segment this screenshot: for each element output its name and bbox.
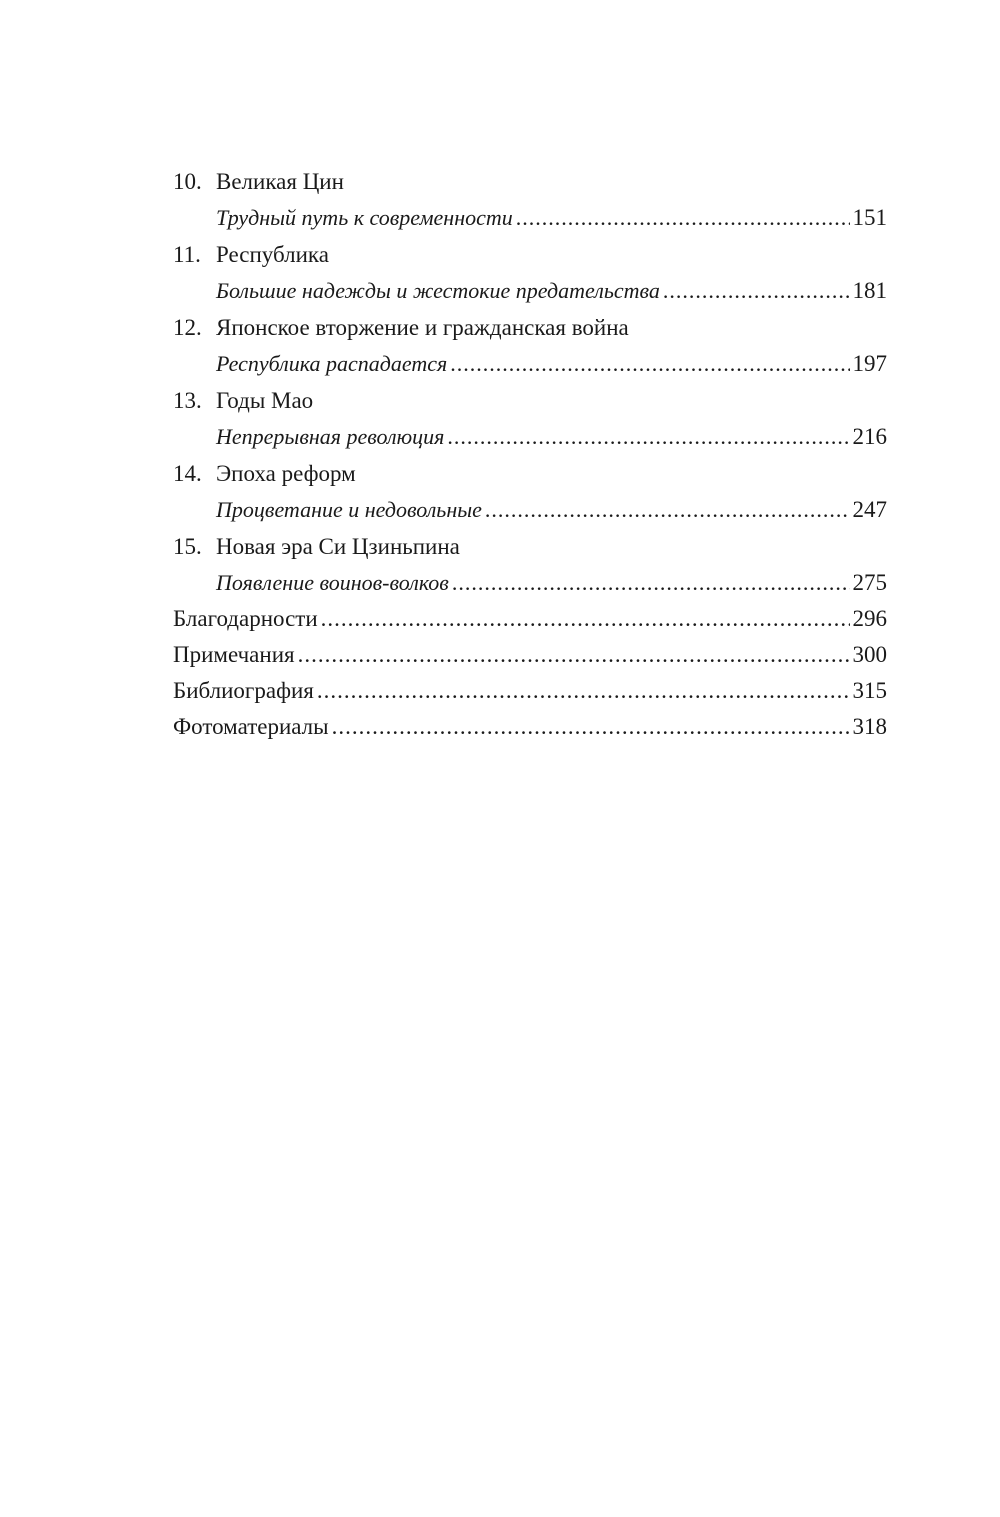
chapter-number: 14.: [173, 460, 202, 486]
page-number: 247: [852, 497, 887, 522]
chapter-number: 12.: [173, 314, 202, 340]
dot-leader: [332, 709, 850, 745]
page-number: 315: [852, 678, 887, 703]
dot-leader: [298, 637, 850, 673]
chapter-entry: [173, 236, 887, 309]
back-matter-line[interactable]: [173, 601, 887, 637]
chapter-title: Новая эра Си Цзиньпина: [216, 533, 460, 559]
back-matter-line[interactable]: [173, 637, 887, 673]
page-number: 181: [852, 278, 887, 303]
back-matter-title: Фотоматериалы: [173, 714, 329, 739]
chapter-subtitle-line[interactable]: [173, 346, 887, 382]
chapter-heading: [173, 309, 887, 346]
chapter-number: 11.: [173, 241, 201, 267]
chapter-subtitle-line[interactable]: [173, 273, 887, 309]
chapter-title: Годы Мао: [216, 387, 314, 413]
chapter-subtitle-line[interactable]: [173, 200, 887, 236]
page-number: 275: [852, 570, 887, 595]
chapter-subtitle: Непрерывная революция: [216, 424, 445, 449]
page-number: 300: [852, 642, 887, 667]
page-number: 216: [852, 424, 887, 449]
chapter-subtitle: Трудный путь к современности: [216, 205, 513, 230]
chapter-heading: [173, 382, 887, 419]
dot-leader: [447, 419, 849, 455]
chapter-number: 15.: [173, 533, 202, 559]
chapter-entry: [173, 309, 887, 382]
chapter-heading: [173, 455, 887, 492]
page-number: 151: [852, 205, 887, 230]
back-matter-title: Примечания: [173, 642, 295, 667]
chapter-subtitle-line[interactable]: [173, 492, 887, 528]
chapter-heading: [173, 528, 887, 565]
back-matter-title: Благодарности: [173, 606, 318, 631]
page-number: 318: [852, 714, 887, 739]
chapter-subtitle: Большие надежды и жестокие предательства: [216, 278, 660, 303]
back-matter-title: Библиография: [173, 678, 314, 703]
chapter-subtitle: Процветание и недовольные: [216, 497, 482, 522]
page-number: 197: [852, 351, 887, 376]
chapter-number: 10.: [173, 168, 202, 194]
chapter-subtitle: Республика распадается: [216, 351, 448, 376]
back-matter-line[interactable]: [173, 709, 887, 745]
chapter-subtitle: Появление воинов-волков: [216, 570, 449, 595]
dot-leader: [321, 601, 850, 637]
chapter-heading: [173, 236, 887, 273]
chapter-subtitle-line[interactable]: [173, 565, 887, 601]
chapter-subtitle-line[interactable]: [173, 419, 887, 455]
dot-leader: [485, 492, 850, 528]
chapter-title: Эпоха реформ: [216, 460, 356, 486]
chapter-entry: [173, 455, 887, 528]
chapter-entry: [173, 163, 887, 236]
chapter-entry: [173, 528, 887, 601]
chapter-title: Японское вторжение и гражданская война: [216, 314, 629, 340]
dot-leader: [663, 273, 850, 309]
dot-leader: [317, 673, 850, 709]
back-matter-line[interactable]: [173, 673, 887, 709]
chapter-title: Великая Цин: [216, 168, 344, 194]
chapter-number: 13.: [173, 387, 202, 413]
dot-leader: [450, 346, 849, 382]
chapter-title: Республика: [216, 241, 329, 267]
dot-leader: [452, 565, 850, 601]
chapter-entry: [173, 382, 887, 455]
chapter-heading: [173, 163, 887, 200]
table-of-contents: [173, 163, 887, 745]
dot-leader: [516, 200, 850, 236]
page-number: 296: [852, 606, 887, 631]
